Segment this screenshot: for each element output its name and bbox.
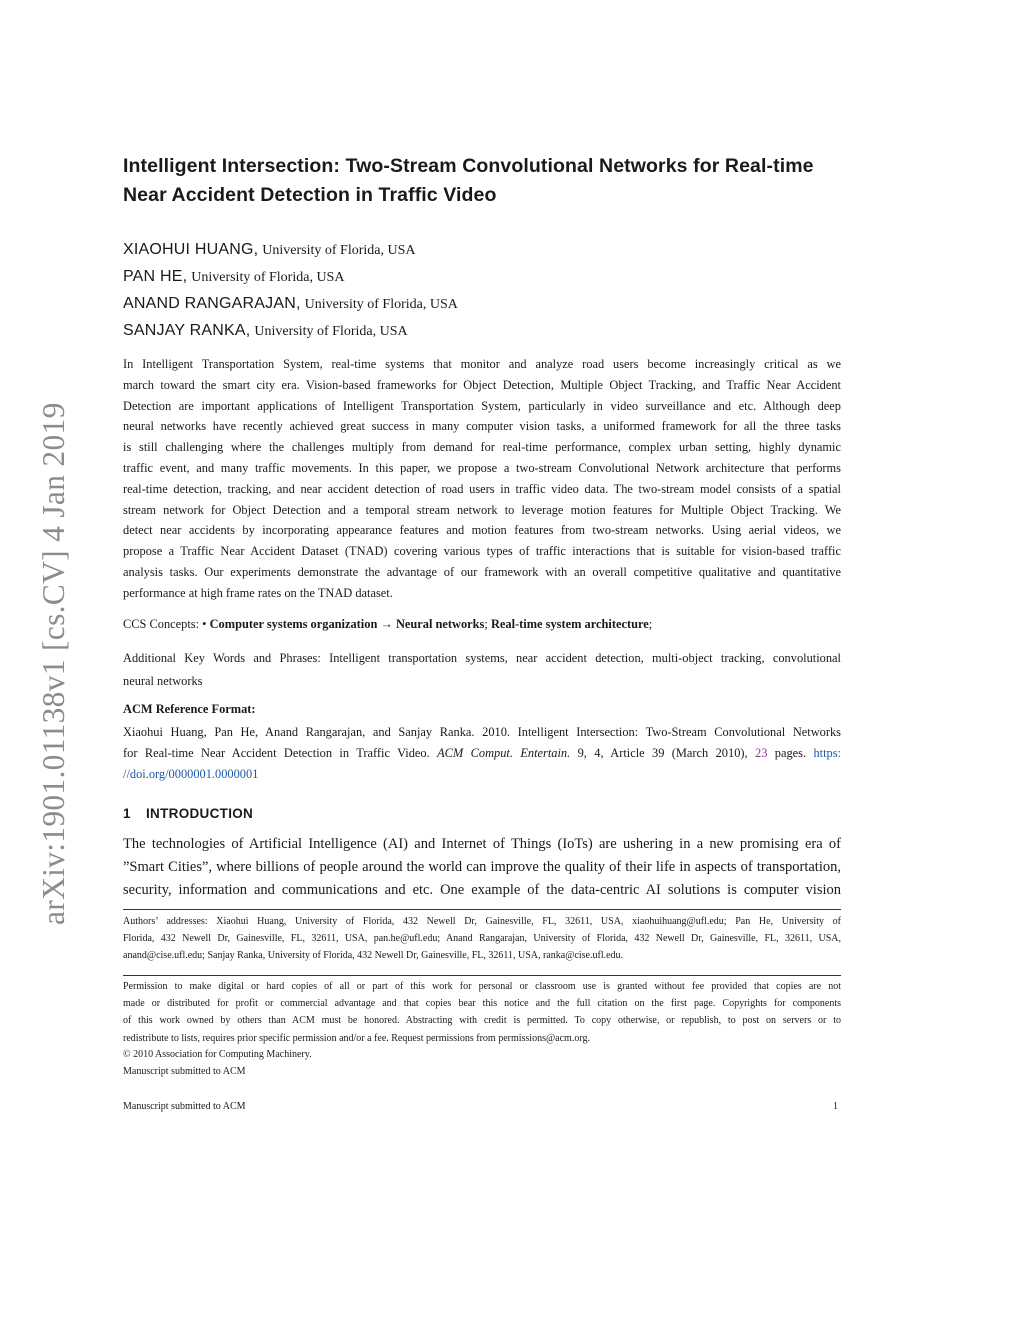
author-list bbox=[123, 236, 458, 344]
abstract-line: march toward the smart city era. Vision-based frameworks for Object Detection, Multiple Object Tracking, and Traffic Near Accident bbox=[123, 377, 841, 392]
author-name: ANAND RANGARAJAN, bbox=[123, 295, 301, 312]
abstract-line: In Intelligent Transportation System, real-time systems that monitor and analyze road users become increasingly critical as we bbox=[123, 357, 841, 371]
keywords-line: Additional Key Words and Phrases: Intelligent transportation systems, near accident detection, multi-object tracking, convolutional bbox=[123, 651, 841, 665]
page-footer-text: Manuscript submitted to ACM bbox=[123, 1101, 246, 1112]
ccs-term-real-time-architecture: Real-time system architecture bbox=[490, 617, 649, 631]
author-name: SANJAY RANKA, bbox=[123, 322, 251, 339]
author-entry bbox=[123, 290, 458, 317]
permission-notice bbox=[123, 978, 841, 1047]
authors-addresses-footnote bbox=[123, 913, 841, 965]
abstract-line: stream network for Object Detection and a temporal stream network to leverage motion features for Multiple Object Tracking. We bbox=[123, 502, 841, 517]
acm-reference-line: Xiaohui Huang, Pan He, Anand Rangarajan, and Sanjay Ranka. 2010. Intelligent Intersection: Two-Stream Convolutional Networks bbox=[123, 725, 841, 739]
acm-reference bbox=[123, 722, 841, 784]
section-title: INTRODUCTION bbox=[146, 806, 254, 821]
paper-title bbox=[123, 152, 853, 210]
author-affiliation: University of Florida, USA bbox=[262, 243, 416, 258]
reference-text: pages. bbox=[767, 745, 814, 760]
abstract-line: analysis tasks. Our experiments demonstrate the advantage of our framework with an overall competitive qualitative and quantitative bbox=[123, 564, 841, 579]
keywords bbox=[123, 647, 841, 693]
author-entry bbox=[123, 317, 458, 344]
abstract-line: neural networks have recently achieved great success in many computer vision tasks, a uniformed framework for all the three tasks bbox=[123, 419, 841, 434]
permission-line: of this work owned by others than ACM must be honored. Abstracting with credit is permitted. To copy otherwise, or republish, to post on servers or to bbox=[123, 1015, 841, 1027]
ccs-prefix: CCS Concepts: • bbox=[123, 617, 210, 631]
copyright-notice: © 2010 Association for Computing Machinery. bbox=[123, 1049, 312, 1060]
abstract-line: propose a Traffic Near Accident Dataset (TNAD) covering various types of traffic interactions that is suitable for vision-based traffic bbox=[123, 544, 841, 559]
intro-line: ”Smart Cities”, where billions of people around the world can improve the quality of their life in aspects of transportation, bbox=[123, 859, 841, 875]
arxiv-identifier-stamp: arXiv:1901.01138v1 [cs.CV] 4 Jan 2019 bbox=[36, 402, 71, 925]
ccs-term-systems-organization: Computer systems organization bbox=[209, 617, 378, 631]
reference-text: 9, 4, Article 39 (March 2010), bbox=[570, 745, 755, 760]
permission-line: made or distributed for profit or commercial advantage and that copies bear this notice and the full citation on the first page. Copyrights for components bbox=[123, 998, 841, 1010]
page-number: 1 bbox=[833, 1101, 838, 1112]
abstract-line: real-time detection, tracking, and near accident detection of road users in traffic video data. The two-stream model consists of a spatial bbox=[123, 481, 841, 496]
abstract-line: performance at high frame rates on the TNAD dataset. bbox=[123, 585, 393, 600]
permission-line: redistribute to lists, requires prior specific permission and/or a fee. Request permissions from permissions@acm.org. bbox=[123, 1032, 590, 1044]
abstract bbox=[123, 354, 841, 604]
title-line-2: Near Accident Detection in Traffic Video bbox=[123, 184, 497, 206]
author-name: PAN HE, bbox=[123, 268, 188, 285]
manuscript-note: Manuscript submitted to ACM bbox=[123, 1066, 246, 1077]
doi-link[interactable]: //doi.org/0000001.0000001 bbox=[123, 766, 259, 781]
section-heading-introduction bbox=[123, 806, 253, 821]
ccs-end: ; bbox=[648, 617, 653, 631]
keywords-line: neural networks bbox=[123, 674, 203, 688]
ccs-term-neural-networks: Neural networks bbox=[395, 617, 485, 631]
section-number: 1 bbox=[123, 806, 131, 821]
acm-reference-heading: ACM Reference Format: bbox=[123, 702, 256, 716]
doi-link[interactable]: https: bbox=[813, 745, 841, 760]
ccs-concepts bbox=[123, 614, 841, 635]
reference-text: for Real-time Near Accident Detection in Traffic Video. bbox=[123, 745, 438, 760]
journal-name: ACM Comput. Entertain. bbox=[437, 745, 571, 760]
abstract-line: traffic event, and many traffic movements. In this paper, we propose a two-stream Convolutional Network architecture that performs bbox=[123, 460, 841, 475]
ccs-arrow: → bbox=[377, 617, 396, 631]
footnote-line: anand@cise.ufl.edu; Sanjay Ranka, University of Florida, 432 Newell Dr, Gainesville, FL, 32611, USA, ranka@cise.ufl.edu. bbox=[123, 950, 624, 962]
page-count-link[interactable]: 23 bbox=[755, 745, 768, 760]
footnote-line: Florida, 432 Newell Dr, Gainesville, FL, 32611, USA, pan.he@ufl.edu; Anand Rangarajan, University of Florida, 432 Newell Dr, Gainesville, FL, 32611, USA, bbox=[123, 933, 841, 945]
ccs-separator: ; bbox=[484, 617, 491, 631]
author-affiliation: University of Florida, USA bbox=[304, 297, 458, 312]
footnote-divider bbox=[123, 909, 841, 910]
author-entry bbox=[123, 236, 458, 263]
intro-line: The technologies of Artificial Intelligence (AI) and Internet of Things (IoTs) are ushering in a new promising era of bbox=[123, 836, 841, 852]
author-affiliation: University of Florida, USA bbox=[254, 324, 408, 339]
author-entry bbox=[123, 263, 458, 290]
abstract-line: is still challenging where the challenges multiply from demand for real-time performance, complex urban setting, highly dynamic bbox=[123, 440, 841, 455]
acm-reference-line bbox=[123, 743, 841, 764]
abstract-line: detect near accidents by incorporating appearance features and motion features from two-stream networks. Using aerial videos, we bbox=[123, 523, 841, 538]
author-affiliation: University of Florida, USA bbox=[191, 270, 345, 285]
intro-line: security, information and communications and etc. One example of the data-centric AI solutions is computer vision bbox=[123, 882, 841, 898]
introduction-body bbox=[123, 833, 841, 902]
title-line-1: Intelligent Intersection: Two-Stream Convolutional Networks for Real-time bbox=[123, 155, 814, 177]
permission-line: Permission to make digital or hard copies of all or part of this work for personal or classroom use is granted without fee provided that copies are not bbox=[123, 981, 841, 992]
abstract-line: Detection are important applications of Intelligent Transportation System, particularly in video surveillance and etc. Although deep bbox=[123, 398, 841, 413]
footnote-line: Authors’ addresses: Xiaohui Huang, University of Florida, 432 Newell Dr, Gainesville, FL, 32611, USA, xiaohuihuang@ufl.edu; Pan He, University of bbox=[123, 916, 841, 927]
author-name: XIAOHUI HUANG, bbox=[123, 241, 259, 258]
permission-divider bbox=[123, 975, 841, 976]
